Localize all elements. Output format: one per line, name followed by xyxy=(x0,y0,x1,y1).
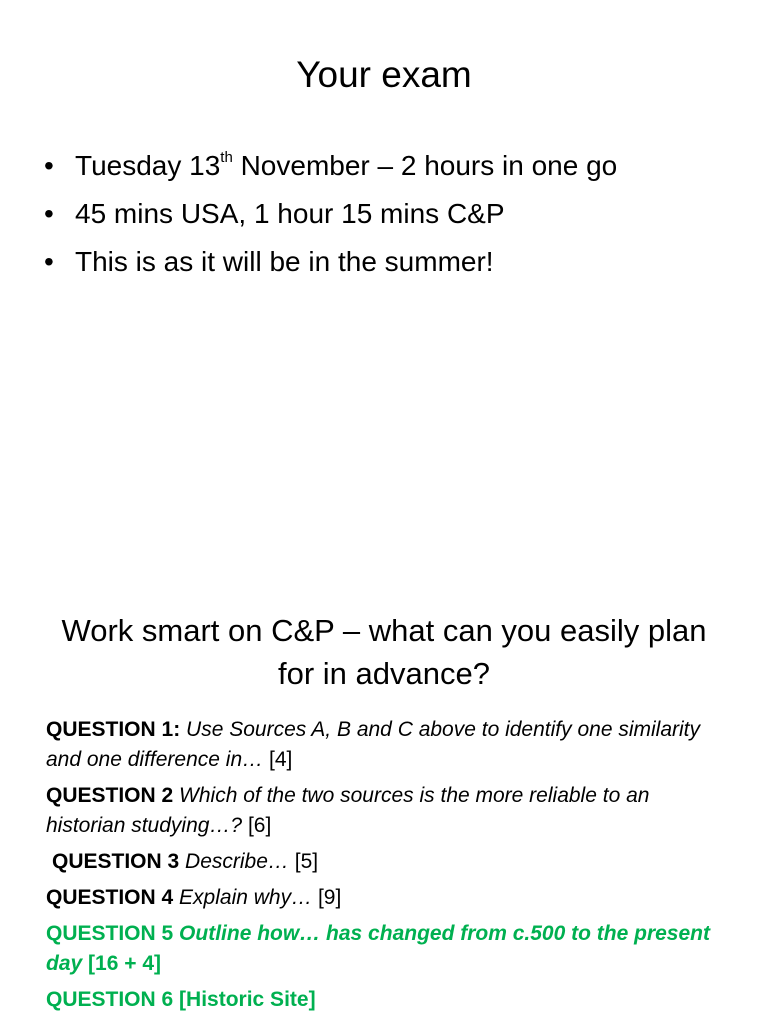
bullet-text: This is as it will be in the summer! xyxy=(75,246,494,277)
question-prompt: Explain why… xyxy=(179,886,313,909)
question-marks: [16 + 4] xyxy=(88,952,161,975)
bullet-dot-icon: • xyxy=(44,150,54,181)
question-prompt: Which of the two sources is the more reliable to an historian studying…? xyxy=(46,784,650,837)
question-prompt: Outline how… has changed from c.500 to the present day xyxy=(46,922,710,975)
question-item xyxy=(46,715,726,775)
question-prompt: Describe… xyxy=(185,850,289,873)
question-label: QUESTION 5 xyxy=(46,922,174,945)
question-marks: [9] xyxy=(317,886,342,909)
bullet-text: November – 2 hours in one go xyxy=(232,150,618,181)
question-prompt: Use Sources A, B and C above to identify one similarity and one difference in… xyxy=(46,718,700,771)
question-marks: [Historic Site] xyxy=(179,988,316,1011)
bullet-dot-icon: • xyxy=(44,246,54,277)
question-item xyxy=(46,919,726,979)
question-item xyxy=(46,883,726,913)
bullet-item xyxy=(44,190,617,238)
bullet-text: Tuesday 13 xyxy=(75,150,221,181)
question-item xyxy=(46,847,726,877)
question-marks: [6] xyxy=(247,814,272,837)
question-label: QUESTION 3 xyxy=(52,850,180,873)
bullet-superscript: th xyxy=(220,149,233,166)
bullet-item xyxy=(44,238,617,286)
bullet-item xyxy=(44,142,617,190)
bullet-dot-icon: • xyxy=(44,198,54,229)
question-label: QUESTION 2 xyxy=(46,784,174,807)
question-list xyxy=(46,715,726,1021)
slide-work-smart xyxy=(0,512,768,1024)
slide-title: Work smart on C&P – what can you easily plan for in advance? xyxy=(61,613,707,691)
question-item xyxy=(46,985,726,1015)
question-item xyxy=(46,781,726,841)
question-label: QUESTION 4 xyxy=(46,886,174,909)
question-marks: [4] xyxy=(269,748,293,771)
bullet-text: 45 mins USA, 1 hour 15 mins C&P xyxy=(75,198,505,229)
bullet-list xyxy=(44,142,617,286)
question-label: QUESTION 1: xyxy=(46,718,181,741)
slide-title: Your exam xyxy=(296,54,472,95)
question-marks: [5] xyxy=(294,850,319,873)
question-label: QUESTION 6 xyxy=(46,988,174,1011)
